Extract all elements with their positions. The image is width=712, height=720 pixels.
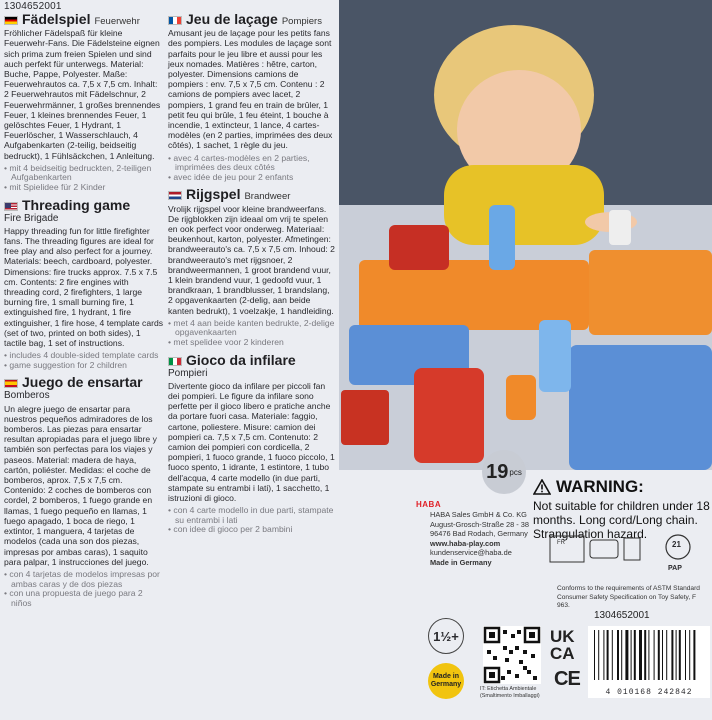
made-in-label: Made in bbox=[432, 673, 460, 680]
flag-usa-icon bbox=[4, 202, 18, 211]
address-email: kundenservice@haba.de bbox=[430, 548, 512, 558]
bullets-en bbox=[4, 351, 164, 370]
text-column-middle bbox=[168, 12, 336, 540]
barcode-bar bbox=[671, 630, 673, 680]
barcode-bar bbox=[594, 630, 595, 680]
eco-label bbox=[480, 686, 540, 700]
product-photo bbox=[339, 0, 712, 470]
bullets-de bbox=[4, 164, 164, 193]
lang-title-fr: Jeu de laçage bbox=[186, 11, 278, 27]
barcode-bar bbox=[693, 630, 695, 680]
bullet-item: • con una propuesta de juego para 2 niños bbox=[4, 588, 143, 608]
warning-text: Not suitable for children under 18 months. Long cord/Long chain. Strangulation hazard. bbox=[533, 499, 710, 541]
bullets-nl bbox=[168, 319, 336, 348]
lang-title-en: Threading game bbox=[22, 196, 131, 213]
lang-title-it: Gioco da infilare bbox=[186, 351, 296, 368]
flag-germany-icon bbox=[4, 16, 18, 25]
lang-subtitle-nl: Brandweer bbox=[244, 191, 291, 203]
lang-subtitle-it: Pompieri bbox=[168, 367, 208, 379]
lang-body-fr: Amusant jeu de laçage pour les petits fans des pompiers. Les modules de laçage sont parfaits pour le jeu libre et aussi pour les jeux nomades. Matières : hêtre, carton, polyester. Dimensions camions de pompiers : env. 7,5 x 7,5 cm. Contenu : 2 camions de pompiers avec lacet, 2 pompiers, 1 grand feu en train de brûler, 1 petit feu qui brûle, 1 feu éteint, 1 bouche à incendie, 1 extincteur, 1 lance, 4 cartes-modèles (en 2 parties, imprimées des deux côtés), 1 sachet, 1 règle du jeu. bbox=[168, 28, 333, 151]
barcode-bar bbox=[631, 630, 632, 680]
bullet-item: • includes 4 double-sided template cards bbox=[4, 350, 159, 361]
barcode-bar bbox=[679, 630, 681, 680]
lang-block-nl bbox=[168, 187, 336, 347]
age-mark-icon: 1½+ bbox=[428, 618, 464, 654]
lang-subtitle-en: Fire Brigade bbox=[4, 212, 59, 224]
barcode-bars bbox=[588, 626, 710, 686]
eco-label-line: (Smaltimento Imballaggi) bbox=[480, 692, 540, 699]
lang-body-nl: Vrolijk rijgspel voor kleine brandweerfans. De rijgblokken zijn ideaal om vrij te spelen en ook perfect voor onderweg. Materiaal: beukenhout, karton, polyester. Afmetingen: brandweerauto's ca. 7,5 x 7,5 cm. Inhoud: 2 brandweerauto's met rijgsnoer, 2 brandweermannen, 1 groot brandend vuur, 1 klein brandend vuur, 1 gedoofd vuur, 1 brandkraan, 1 brandblusser, 1 brandslang, 2 opgavenkaarten (2-delig, aan beide kanten bedrukt), 1 voelzakje, 1 handleiding. bbox=[168, 203, 335, 316]
bullets-it bbox=[168, 506, 336, 535]
disposal-icons bbox=[548, 530, 698, 580]
astm-statement: Conforms to the requirements of ASTM Standard Consumer Safety Specification on Toy Safety, F 963. bbox=[557, 585, 700, 610]
lang-body-en: Happy threading fun for little firefighter fans. The threading figures are ideal for free play and also perfect for a journey. Materials: beech, cardboard, polyester. Dimensions: fire trucks approx. 7.5 x 7.5 cm. Contents: 2 fire engines with threading cord, 2 firefighters, 1 large burning fire, 1 small burning fire, 1 extinguished fire, 1 hydrant, 1 fire extinguisher, 1 fire hose, 4 template cards (set of two, printed on both sides), 1 tactile bag, 1 set of instructions. bbox=[4, 225, 164, 349]
barcode-bar bbox=[639, 630, 642, 680]
made-in-country: Germany bbox=[430, 681, 462, 688]
country-code-fr: FR bbox=[557, 540, 565, 546]
pieces-unit: pcs bbox=[509, 467, 522, 477]
barcode-bar bbox=[676, 630, 677, 680]
barcode-bar bbox=[617, 630, 619, 680]
bullets-es bbox=[4, 570, 164, 608]
pieces-count: 19 bbox=[486, 460, 509, 483]
barcode-bar bbox=[612, 630, 613, 680]
address-line: August-Grosch-Straße 28 - 38 bbox=[430, 519, 529, 529]
barcode-bar bbox=[648, 630, 649, 680]
flag-italy-icon bbox=[168, 357, 182, 366]
lang-block-it bbox=[168, 353, 336, 535]
flag-netherlands-icon bbox=[168, 191, 182, 200]
eco-label-line: IT: Etichetta Ambientale bbox=[480, 686, 537, 692]
flag-france-icon bbox=[168, 16, 182, 25]
lang-title-nl: Rijgspel bbox=[186, 186, 241, 203]
bullet-item: • mit Spielidee für 2 Kinder bbox=[4, 182, 106, 193]
lang-title-es: Juego de ensartar bbox=[22, 374, 143, 391]
bullet-item: • avec idée de jeu pour 2 enfants bbox=[168, 171, 294, 182]
recycling-sub: PAP bbox=[668, 565, 682, 572]
barcode-bar bbox=[634, 630, 636, 680]
barcode-number: 4 010168 242842 bbox=[605, 688, 693, 697]
barcode-bar bbox=[644, 630, 646, 680]
bullet-item: • game suggestion for 2 children bbox=[4, 359, 127, 370]
barcode-bar bbox=[666, 630, 667, 680]
ukca-line: UK bbox=[550, 627, 575, 646]
lang-body-de: Fröhlicher Fädelspaß für kleine Feuerwehr-Fans. Die Fädelsteine eignen sich prima zum freien Spielen und sind auch perfekt für unterwegs. Material: Buche, Pappe, Polyester. Maße: Feuerwehrautos ca. 7,5 x 7,5 cm. Inhalt: 2 Feuerwehrautos mit Fädelschnur, 2 Feuerwehrmänner, 1 großes brennendes Feuer, 1 kleines brennendes Feuer, 1 gelöschtes Feuer, 1 Hydrant, 1 Feuerlöscher, 1 Wasserschlauch, 4 Aufgabenkarten (2-teilig, beidseitig bedruckt), 1 Fühlsäckchen, 1 Anleitung. bbox=[4, 28, 161, 161]
recycling-code: 21 bbox=[672, 540, 681, 549]
address-line: 96476 Bad Rodach, Germany bbox=[430, 529, 528, 539]
bullet-item: • con 4 tarjetas de modelos impresas por ambas caras y de dos piezas bbox=[4, 568, 160, 589]
pieces-badge bbox=[482, 450, 526, 494]
ukca-line: CA bbox=[550, 644, 575, 663]
barcode-bar bbox=[662, 630, 663, 680]
bullet-item: • con 4 carte modello in due parti, stampate su entrambi i lati bbox=[168, 505, 334, 525]
packaging-box-icon bbox=[550, 536, 584, 562]
address-made-in: Made in Germany bbox=[430, 557, 492, 567]
ce-mark: CE bbox=[554, 668, 580, 690]
lang-title-de: Fädelspiel bbox=[22, 11, 91, 27]
lang-subtitle-fr: Pompiers bbox=[281, 16, 322, 27]
bullet-item: • mit 4 beidseitig bedruckten, 2-teiligen Aufgabenkarten bbox=[4, 162, 152, 183]
address-line: HABA Sales GmbH & Co. KG bbox=[430, 510, 527, 519]
lang-block-de bbox=[4, 12, 164, 193]
product-code-top: 1304652001 bbox=[4, 1, 62, 12]
text-column-left bbox=[4, 12, 164, 613]
address-block bbox=[430, 510, 529, 568]
barcode-bar bbox=[621, 630, 622, 680]
warning-title: WARNING: bbox=[556, 477, 644, 496]
lang-subtitle-es: Bomberos bbox=[4, 390, 50, 402]
lang-block-es bbox=[4, 375, 164, 608]
lang-body-it: Divertente gioco da infilare per piccoli fan dei pompieri. Le figure da infilare sono perfette per il gioco libero e pratiche anche da portare fuori casa. Materiale: faggio, cartone, poliestere. Misure: camion dei pompieri ca. 7,5 x 7,5 cm. Contenuto: 2 camion dei pompieri con cordicella, 2 pompieri, 1 fuoco grande, 1 fuoco piccolo, 1 fuoco spento, 1 idrante, 1 estintore, 1 tubo dell'acqua, 4 carte modello (in due parti, stampate su entrambi i lati), 1 sacchetto, 1 istruzioni di gioco. bbox=[168, 380, 335, 504]
bullet-item: • met 4 aan beide kanten bedrukte, 2-delige opgavenkaarten bbox=[168, 317, 335, 338]
haba-logo: HABA bbox=[416, 500, 442, 509]
bullet-item: • con idee di gioco per 2 bambini bbox=[168, 524, 293, 535]
flag-spain-icon bbox=[4, 379, 18, 388]
sorting-icon bbox=[590, 540, 618, 558]
lang-block-fr bbox=[168, 12, 336, 182]
barcode-bar bbox=[658, 630, 660, 680]
lang-body-es: Un alegre juego de ensartar para nuestros pequeños admiradores de los bomberos. Las piezas para ensartar resultan apropiadas para el juego libre y también son perfectas para los viajes y paseos. Material: madera de haya, cartón, poliéster. Medidas: el coche de bomberos, aprox. 7,5 x 7,5 cm. Contenido: 2 coches de bomberos con cordel, 2 bomberos, 1 fuego grande en llamas, 1 fuego pequeño en llamas, 1 fuego apagado, 1 boca de riego, 1 extintor, 1 manguera, 4 tarjetas de modelos (cada una son dos piezas, impresas por ambas caras), 1 saquito para palpar, 1 instrucciones del juego. bbox=[4, 403, 157, 567]
bullet-item: • met spelidee voor 2 kinderen bbox=[168, 337, 284, 348]
product-code-bottom: 1304652001 bbox=[594, 610, 650, 621]
barcode bbox=[588, 626, 710, 698]
bullets-fr bbox=[168, 154, 336, 183]
barcode-bar bbox=[654, 630, 655, 680]
warning-triangle-icon bbox=[533, 479, 551, 495]
lang-block-en bbox=[4, 198, 164, 371]
product-photo-illustration bbox=[339, 0, 712, 470]
qr-code-icon bbox=[483, 626, 541, 684]
made-in-germany-badge bbox=[428, 663, 464, 699]
bin-icon bbox=[624, 538, 640, 560]
barcode-bar bbox=[625, 630, 628, 680]
barcode-bar bbox=[685, 630, 686, 680]
barcode-bar bbox=[603, 630, 604, 680]
barcode-bar bbox=[607, 630, 609, 680]
bullet-item: • avec 4 cartes-modèles en 2 parties, imprimées des deux côtés bbox=[168, 152, 310, 173]
lang-subtitle-de: Feuerwehr bbox=[94, 16, 140, 27]
ukca-mark bbox=[550, 628, 575, 662]
address-website: www.haba-play.com bbox=[430, 538, 501, 548]
barcode-bar bbox=[598, 630, 599, 680]
barcode-bar bbox=[689, 630, 690, 680]
